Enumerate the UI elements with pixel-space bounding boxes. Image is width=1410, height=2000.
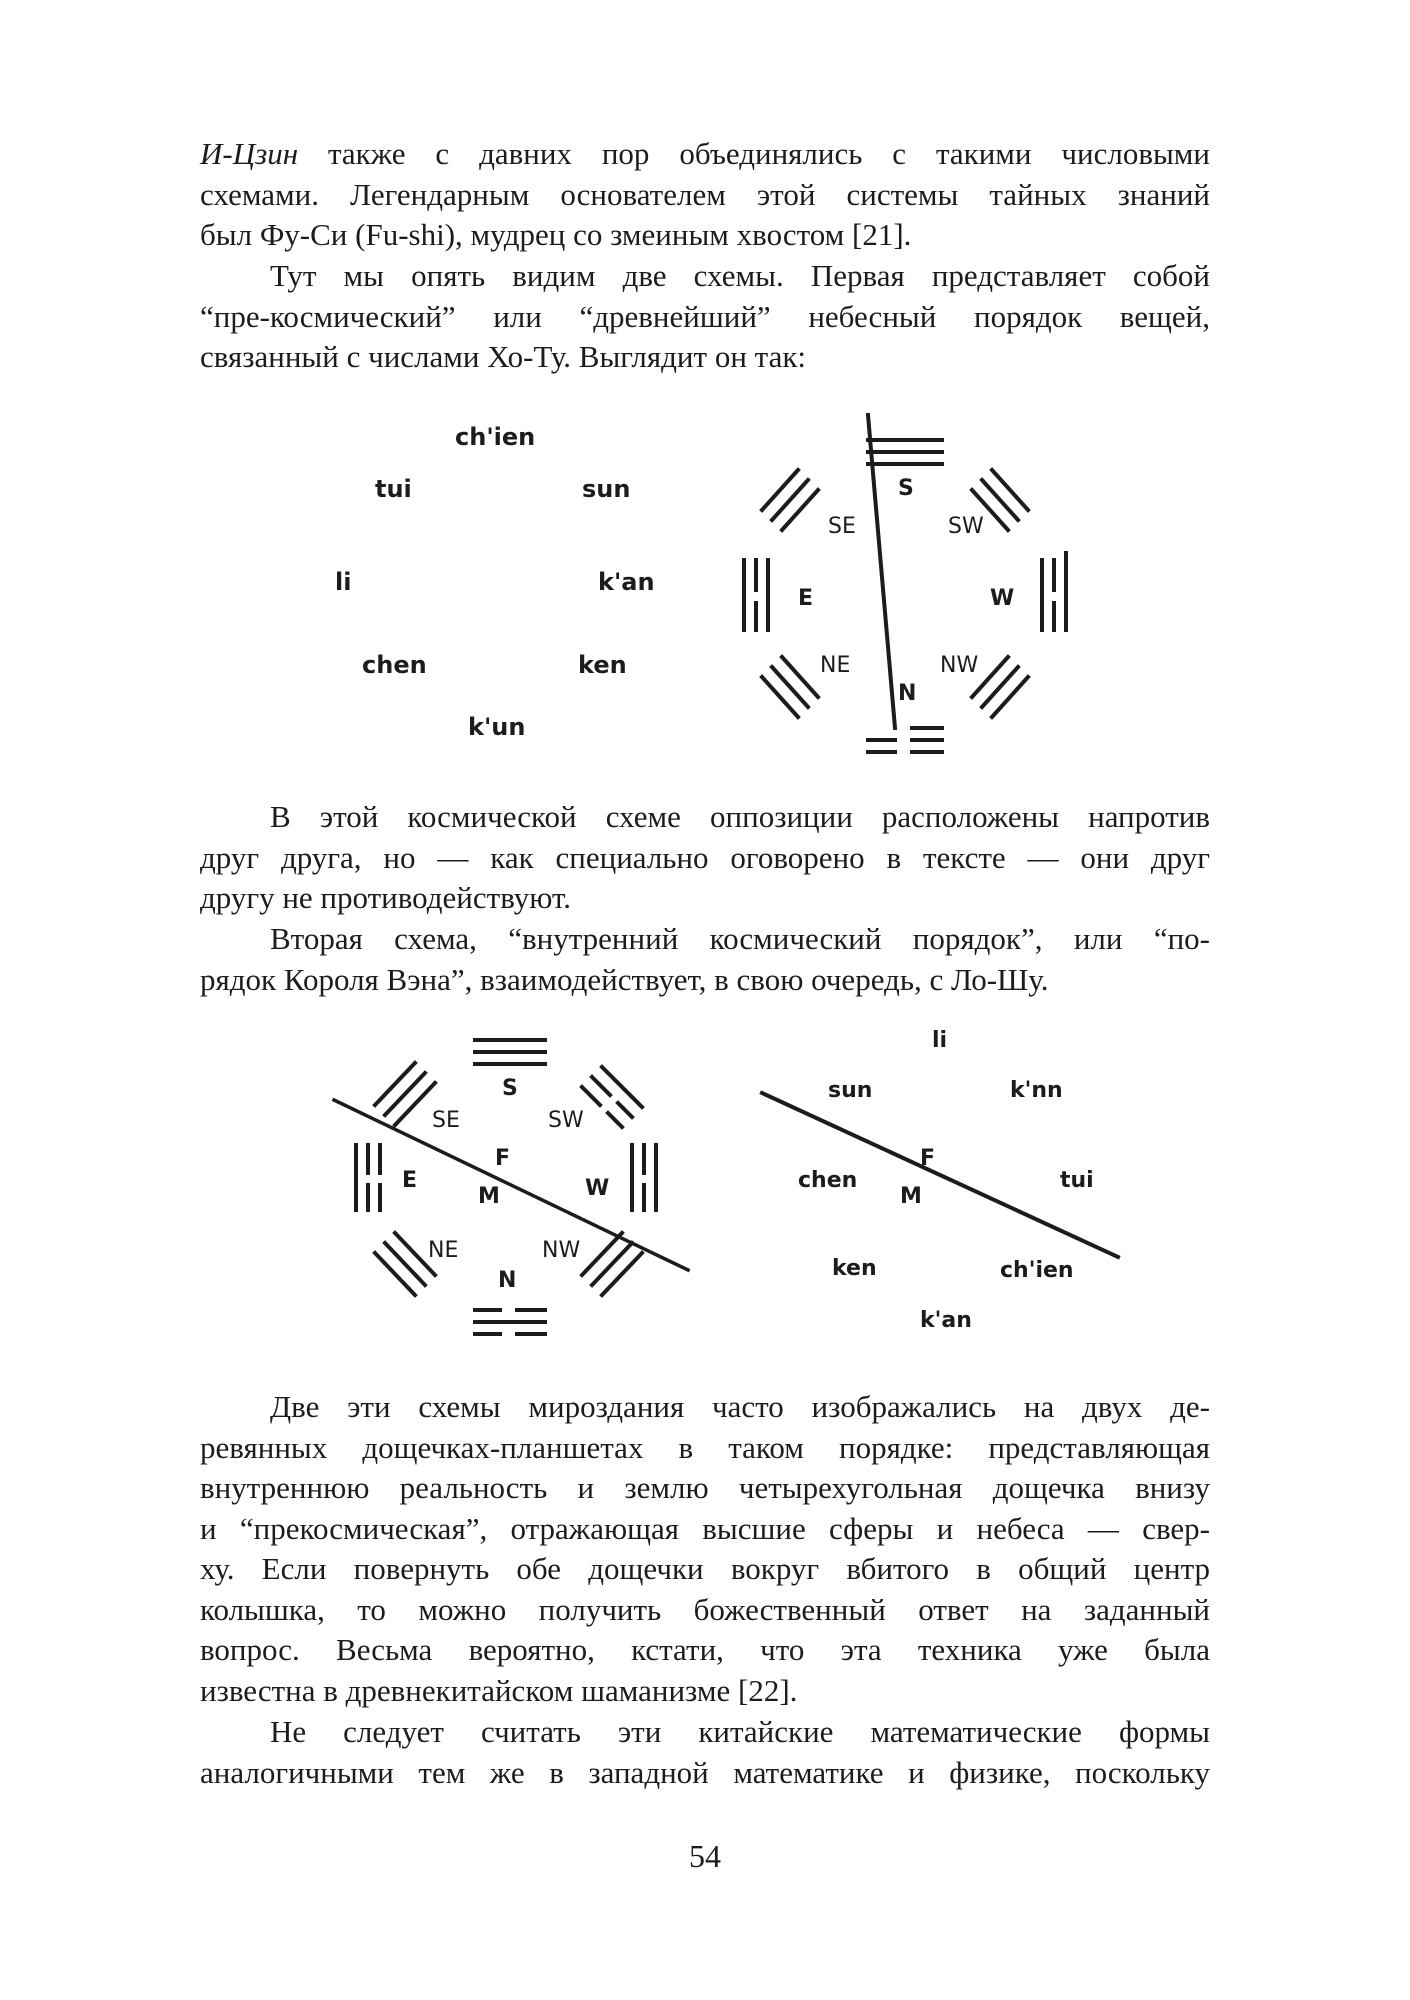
paragraph-5 bbox=[200, 1387, 1210, 1711]
figure-precosmic-svg bbox=[320, 415, 1100, 795]
paragraph-6 bbox=[200, 1712, 1210, 1793]
paragraph-4 bbox=[200, 919, 1210, 1000]
text-line: колышка, то можно получить божественный ответ на заданный bbox=[200, 1591, 1210, 1627]
text-line: был Фу-Си (Fu-shi), мудрец со змеиным хвостом [21]. bbox=[200, 217, 912, 252]
text-line: и “прекосмическая”, отражающая высшие сферы и небеса — свер- bbox=[200, 1510, 1210, 1546]
label2-sun: sun bbox=[828, 1078, 873, 1103]
dir-ne: NE bbox=[820, 653, 851, 678]
text-line: вопрос. Весьма вероятно, кстати, что эта техника уже была bbox=[200, 1632, 1210, 1667]
label2-chien: ch'ien bbox=[1000, 1258, 1074, 1283]
text-line: связанный с числами Хо-Ту. Выглядит он так: bbox=[200, 339, 807, 374]
dir2-m: M bbox=[478, 1184, 500, 1209]
dir2-se: SE bbox=[432, 1108, 460, 1133]
text-line: Не следует считать эти китайские математические формы bbox=[270, 1714, 1210, 1749]
label-kan: k'an bbox=[598, 568, 655, 596]
label-sun: sun bbox=[582, 475, 631, 503]
text-line: “пре-космический” или “древнейший” небесный порядок вещей, bbox=[200, 298, 1210, 334]
text-line: ху. Если повернуть обе дощечки вокруг вбитого в общий центр bbox=[200, 1551, 1210, 1586]
dir2-n: N bbox=[498, 1268, 517, 1293]
label2-ken: ken bbox=[832, 1256, 877, 1281]
dir-sw: SW bbox=[948, 514, 984, 539]
term-i-ching: И-Цзин bbox=[200, 136, 299, 171]
text-line: ревянных дощечках-планшетах в таком порядке: представляющая bbox=[200, 1429, 1210, 1465]
paragraph-2 bbox=[200, 256, 1210, 378]
figure-precosmic-order bbox=[320, 415, 1100, 795]
dir-w: W bbox=[990, 586, 1015, 611]
dir2-nw: NW bbox=[542, 1238, 581, 1263]
dir2-e: E bbox=[402, 1168, 418, 1193]
dir2-ne: NE bbox=[428, 1238, 459, 1263]
text-line: друг друга, но — как специально оговорено в тексте — они друг bbox=[200, 839, 1210, 875]
label2-m: M bbox=[900, 1184, 922, 1209]
text-line: Тут мы опять видим две схемы. Первая представляет собой bbox=[270, 258, 1210, 293]
text-line: известна в древнекитайском шаманизме [22]. bbox=[200, 1672, 798, 1708]
dir-se: SE bbox=[828, 514, 856, 539]
text-line: рядок Короля Вэна”, взаимодействует, в свою очередь, с Ло-Шу. bbox=[200, 961, 1049, 997]
trigram-octagon-2 bbox=[334, 1040, 1118, 1334]
dir2-w: W bbox=[585, 1176, 610, 1201]
label-chen: chen bbox=[362, 651, 427, 679]
dir-nw: NW bbox=[940, 653, 979, 678]
dir2-sw: SW bbox=[548, 1108, 584, 1133]
text-line: также с давних пор объединялись с такими числовыми bbox=[298, 136, 1210, 171]
text-line: Две эти схемы мироздания часто изображались на двух де- bbox=[270, 1389, 1210, 1424]
label-kun: k'un bbox=[468, 713, 526, 741]
figure-inner-order bbox=[320, 1025, 1140, 1345]
dir-n: N bbox=[898, 681, 917, 706]
text-line: В этой космической схеме оппозиции расположены напротив bbox=[270, 799, 1210, 834]
dir-s: S bbox=[898, 476, 914, 501]
paragraph-1 bbox=[200, 134, 1210, 256]
text-line: внутреннюю реальность и землю четырехугольная дощечка внизу bbox=[200, 1470, 1210, 1505]
text-line: Вторая схема, “внутренний космический порядок”, или “по- bbox=[270, 921, 1210, 956]
label2-li: li bbox=[932, 1028, 948, 1053]
text-line: схемами. Легендарным основателем этой системы тайных знаний bbox=[200, 176, 1210, 212]
page-number: 54 bbox=[689, 1838, 721, 1874]
label2-kan: k'an bbox=[920, 1308, 972, 1333]
dir2-f: F bbox=[495, 1146, 511, 1171]
label-li: li bbox=[335, 568, 352, 596]
label2-kun: k'nn bbox=[1010, 1078, 1063, 1103]
label2-tui: tui bbox=[1060, 1168, 1094, 1193]
label2-chen: chen bbox=[798, 1168, 858, 1193]
label-tui: tui bbox=[375, 475, 412, 503]
label-chien: ch'ien bbox=[455, 423, 536, 451]
label-ken: ken bbox=[578, 651, 627, 679]
text-line: другу не противодействуют. bbox=[200, 880, 572, 915]
paragraph-3 bbox=[200, 797, 1210, 919]
label2-f: F bbox=[920, 1146, 936, 1171]
text-line: аналогичными тем же в западной математике и физике, поскольку bbox=[200, 1754, 1210, 1790]
figure-inner-svg bbox=[320, 1025, 1140, 1345]
dir-e: E bbox=[798, 586, 814, 611]
dir2-s: S bbox=[502, 1076, 518, 1101]
